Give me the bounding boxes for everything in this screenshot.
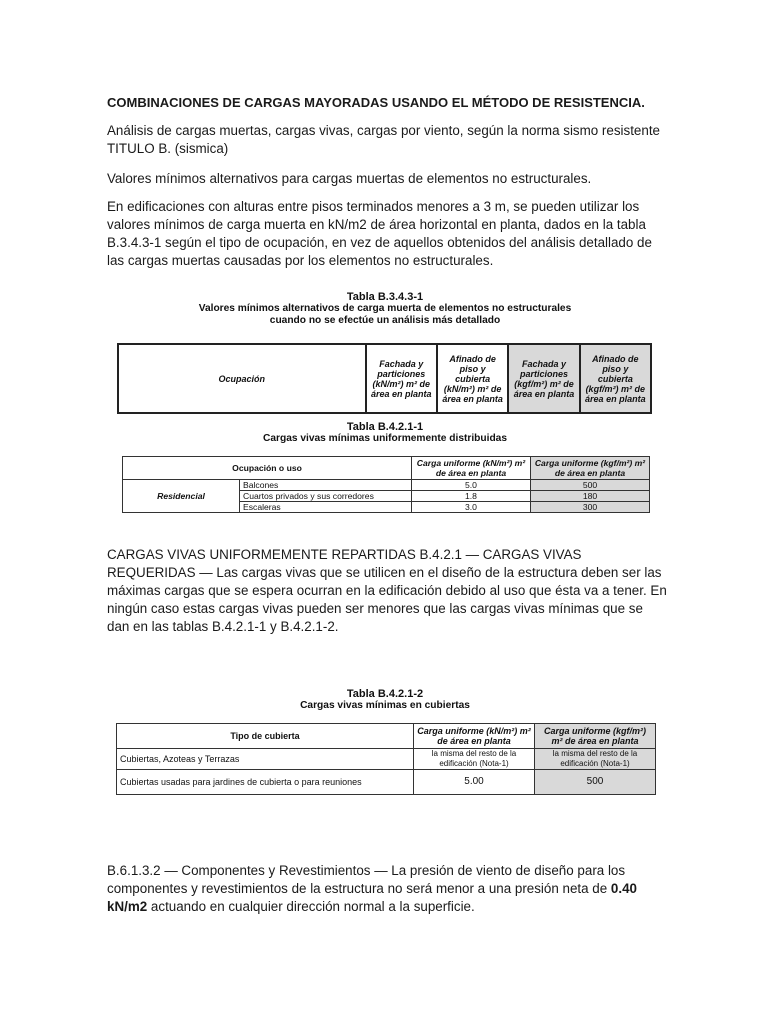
table-live-loads xyxy=(122,456,650,513)
table1-caption-line1: Valores mínimos alternativos de carga muerta de elementos no estructurales xyxy=(198,303,572,314)
table2-kgf: 180 xyxy=(531,491,650,502)
table2-uso: Balcones xyxy=(240,480,412,491)
table-row xyxy=(117,749,656,770)
table3-header-tipo: Tipo de cubierta xyxy=(117,724,414,749)
paragraph-min-values: Valores mínimos alternativos para cargas muertas de elementos no estructurales. xyxy=(107,171,592,186)
table1-header-afinado-kn: Afinado de piso y cubierta (kN/m²) m² de área en planta xyxy=(437,344,508,413)
table2-kn: 5.0 xyxy=(412,480,531,491)
table1-caption xyxy=(100,291,670,327)
table1-header-afinado-kgf: Afinado de piso y cubierta (kgf/m²) m² de área en planta xyxy=(580,344,651,413)
table3-kn: 5.00 xyxy=(414,770,535,795)
table2-header-ocupacion: Ocupación o uso xyxy=(123,457,412,480)
table3-kgf: la misma del resto de la edificación (Nota-1) xyxy=(535,749,656,770)
table3-tipo: Cubiertas, Azoteas y Terrazas xyxy=(117,749,414,770)
table1-header-fachada-kgf: Fachada y particiones (kgf/m²) m² de área en planta xyxy=(508,344,579,413)
table2-group-residencial: Residencial xyxy=(123,480,240,513)
paragraph-live-loads: CARGAS VIVAS UNIFORMEMENTE REPARTIDAS B.4.2.1 — CARGAS VIVAS REQUERIDAS — Las cargas vivas que se utilicen en el diseño de la estructura deben ser las máximas cargas que se espera ocurran en la edificación debido al uso que ésta va a tener. En ningún caso estas cargas vivas pueden ser menores que las cargas vivas mínimas que se dan en las tablas B.4.2.1-1 y B.4.2.1-2. xyxy=(107,547,667,634)
table2-header-kn: Carga uniforme (kN/m²) m² de área en planta xyxy=(412,457,531,480)
table-row xyxy=(123,480,650,491)
table1-header-ocupacion: Ocupación xyxy=(118,344,366,413)
table-roof-loads xyxy=(116,723,656,795)
paragraph-wind-pressure xyxy=(107,862,667,916)
table1-header-fachada-kn: Fachada y particiones (kN/m²) m² de área en planta xyxy=(366,344,437,413)
table3-caption xyxy=(100,688,670,712)
table3-kgf: 500 xyxy=(535,770,656,795)
table3-tipo: Cubiertas usadas para jardines de cubierta o para reuniones xyxy=(117,770,414,795)
table2-uso: Escaleras xyxy=(240,502,412,513)
table2-header-kgf: Carga uniforme (kgf/m²) m² de área en planta xyxy=(531,457,650,480)
paragraph-analysis: Análisis de cargas muertas, cargas vivas, cargas por viento, según la norma sismo resistente TITULO B. (sismica) xyxy=(107,123,660,156)
table2-kgf: 500 xyxy=(531,480,650,491)
wind-pressure-value: 0.40 kN/m2 xyxy=(107,881,637,914)
table-row xyxy=(117,770,656,795)
table1-caption-line2: cuando no se efectúe un análisis más detallado xyxy=(269,315,501,326)
table2-kn: 1.8 xyxy=(412,491,531,502)
wind-text: B.6.1.3.2 — Componentes y Revestimientos — La presión de viento de diseño para los componentes y revestimientos de la estructura no será menor a una presión neta de xyxy=(107,863,626,896)
wind-tail: actuando en cualquier dirección normal a la superficie. xyxy=(147,899,475,914)
table-dead-loads xyxy=(117,343,652,414)
table3-caption-line1: Cargas vivas mínimas en cubiertas xyxy=(300,700,470,711)
table3-header-kgf: Carga uniforme (kgf/m²) m² de área en planta xyxy=(535,724,656,749)
table3-caption-title: Tabla B.4.2.1-2 xyxy=(346,688,424,700)
table3-kn: la misma del resto de la edificación (Nota-1) xyxy=(414,749,535,770)
table2-kgf: 300 xyxy=(531,502,650,513)
table2-caption-line1: Cargas vivas mínimas uniformemente distribuidas xyxy=(262,433,507,444)
document-heading: COMBINACIONES DE CARGAS MAYORADAS USANDO EL MÉTODO DE RESISTENCIA. xyxy=(107,95,645,110)
table2-caption-title: Tabla B.4.2.1-1 xyxy=(346,421,424,433)
table2-kn: 3.0 xyxy=(412,502,531,513)
paragraph-buildings: En edificaciones con alturas entre pisos terminados menores a 3 m, se pueden utilizar los valores mínimos de carga muerta en kN/m2 de área horizontal en planta, dados en la tabla B.3.4.3-1 según el tipo de ocupación, en vez de aquellos obtenidos del análisis detallado de las cargas muertas causadas por los elementos no estructurales. xyxy=(107,199,652,268)
table3-header-kn: Carga uniforme (kN/m²) m² de área en planta xyxy=(414,724,535,749)
table1-caption-title: Tabla B.3.4.3-1 xyxy=(346,291,424,303)
table2-uso: Cuartos privados y sus corredores xyxy=(240,491,412,502)
table2-caption xyxy=(100,421,670,445)
